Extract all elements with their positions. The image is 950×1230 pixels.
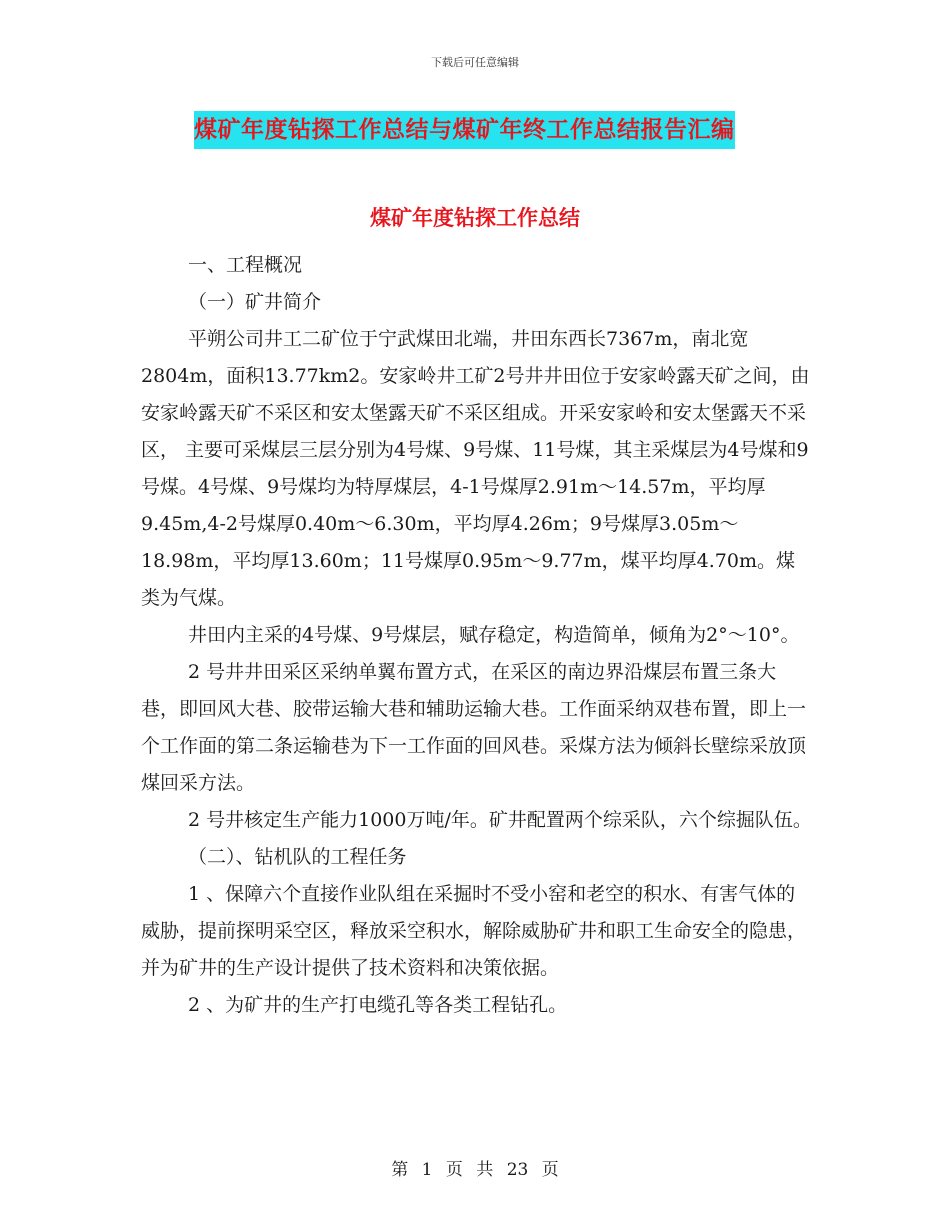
paragraph: 1 、保障六个直接作业队组在采掘时不受小窑和老空的积水、有害气体的威胁，提前探明采空区，释放采空积水，解除威胁矿井和职工生命安全的隐患，并为矿井的生产设计提供了技术资料和决策依据。 xyxy=(141,883,807,979)
document-body xyxy=(141,247,813,1024)
paragraph: 平朔公司井工二矿位于宁武煤田北端，井田东西长7367m，南北宽2804m，面积13.77km2。安家岭井工矿2号井井田位于安家岭露天矿之间，由安家岭露天矿不采区和安太堡露天矿不采区组成。开采安家岭和安太堡露天不采区， 主要可采煤层三层分别为4号煤、9号煤、11号煤，其主采煤层为4号煤和9号煤。4号煤、9号煤均为特厚煤层，4-1号煤厚2.91m～14.57m，平均厚9.45m,4-2号煤厚0.40m～6.30m，平均厚4.26m；9号煤厚3.05m～18.98m，平均厚13.60m；11号煤厚0.95m～9.77m，煤平均厚4.70m。煤类为气煤。 xyxy=(141,328,810,609)
paragraph: 2 号井井田采区采纳单翼布置方式，在采区的南边界沿煤层布置三条大巷，即回风大巷、胶带运输大巷和辅助运输大巷。工作面采纳双巷布置，即上一个工作面的第二条运输巷为下一工作面的回风巷。采煤方法为倾斜长壁综采放顶煤回采方法。 xyxy=(141,661,807,794)
paragraph: 2 号井核定生产能力1000万吨/年。矿井配置两个综采队，六个综掘队伍。 xyxy=(188,809,812,831)
document-title: 煤矿年度钻探工作总结与煤矿年终工作总结报告汇编 xyxy=(194,111,735,149)
heading-overview: 一、工程概况 xyxy=(188,254,303,276)
header-note: 下载后可任意编辑 xyxy=(431,56,519,69)
section-title: 煤矿年度钻探工作总结 xyxy=(370,206,580,230)
paragraph: 2 、为矿井的生产打电缆孔等各类工程钻孔。 xyxy=(188,994,568,1016)
heading-mine-intro: （一）矿井简介 xyxy=(188,291,322,313)
page-number: 第 1 页 共 23 页 xyxy=(391,1160,559,1180)
heading-drill-team-tasks: （二）、钻机队的工程任务 xyxy=(188,846,407,868)
paragraph: 井田内主采的4号煤、9号煤层，赋存稳定，构造简单，倾角为2°～10°。 xyxy=(188,624,800,646)
